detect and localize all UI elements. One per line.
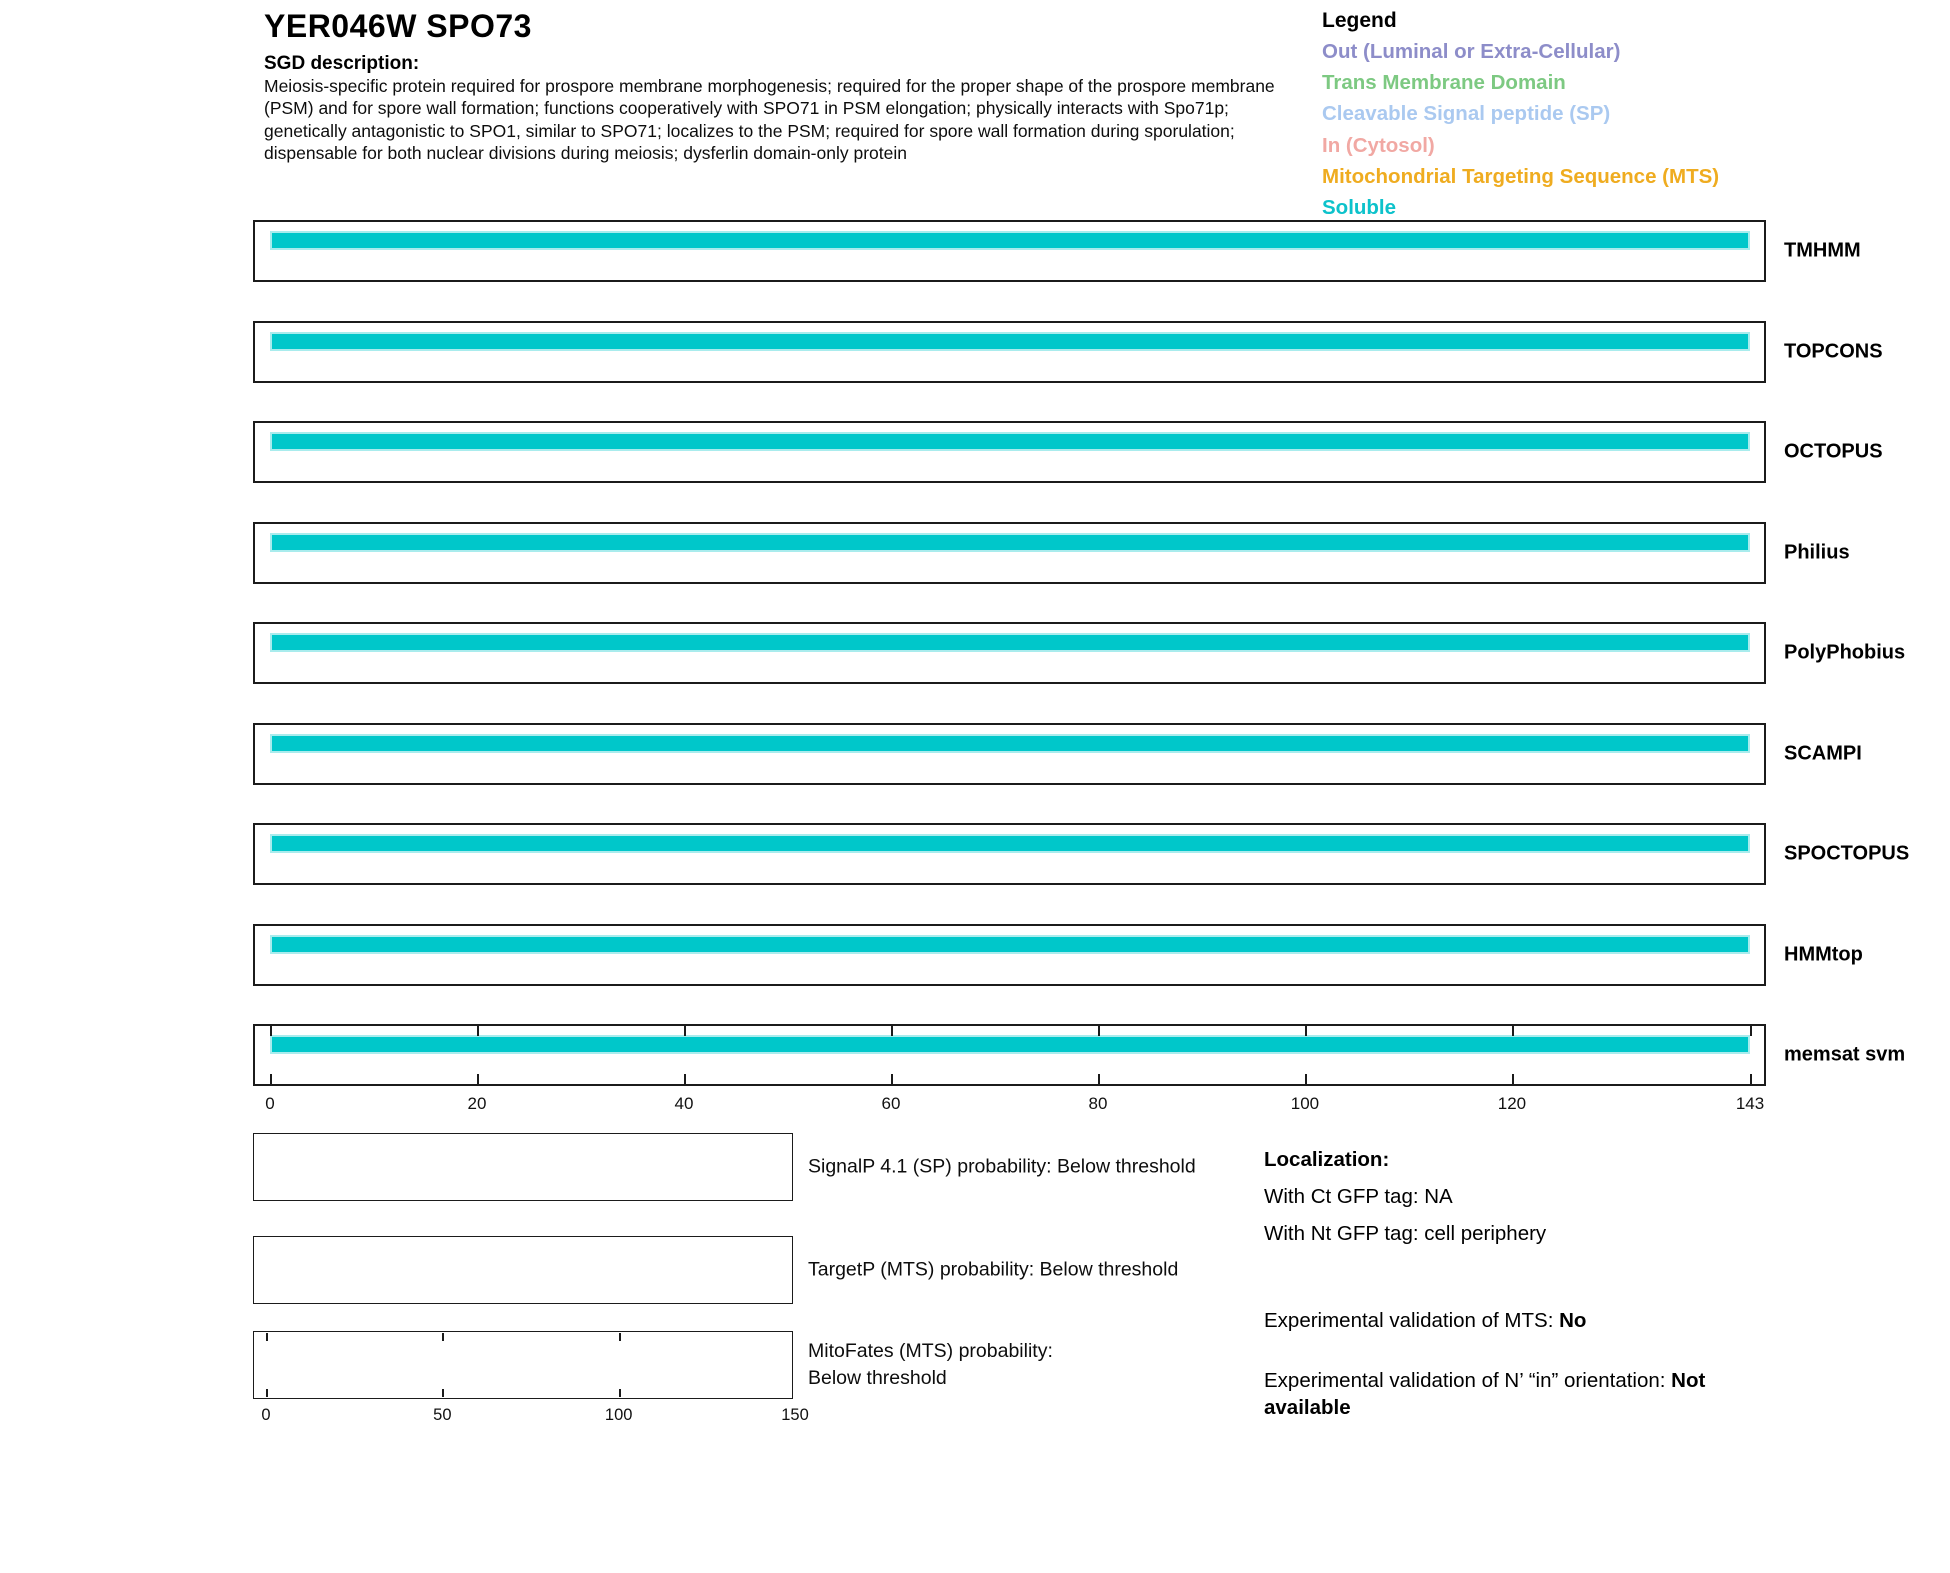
orientation-validation-value: Not available: [1264, 1369, 1706, 1419]
probability-label-signalp: SignalP 4.1 (SP) probability: Below threshold: [808, 1155, 1196, 1178]
legend-title: Legend: [1322, 9, 1397, 32]
memsat-tick-bottom: [1512, 1074, 1514, 1084]
memsat-tick-top: [684, 1026, 686, 1036]
track-bar-soluble: [270, 834, 1750, 853]
memsat-tick-bottom: [1305, 1074, 1307, 1084]
orientation-validation-prefix: Experimental validation of N’ “in” orientation:: [1264, 1369, 1672, 1392]
residue-axis-tick-label: 120: [1497, 1094, 1527, 1113]
memsat-tick-bottom: [1098, 1074, 1100, 1084]
residue-axis-tick-label: 40: [674, 1094, 694, 1113]
mts-validation-prefix: Experimental validation of MTS:: [1264, 1309, 1560, 1332]
track-box: [253, 421, 1766, 483]
memsat-tick-bottom: [891, 1074, 893, 1084]
track-box: [253, 220, 1766, 282]
track-box: [253, 321, 1766, 383]
memsat-tick-bottom: [1750, 1074, 1752, 1084]
probability-tick-top: [266, 1333, 268, 1341]
memsat-tick-bottom: [684, 1074, 686, 1084]
track-bar-soluble: [270, 734, 1750, 753]
memsat-tick-top: [1098, 1026, 1100, 1036]
memsat-tick-top: [1512, 1026, 1514, 1036]
track-bar-soluble: [270, 533, 1750, 552]
orientation-validation-line: [1264, 1367, 1760, 1421]
probability-axis-tick-label: 150: [781, 1406, 809, 1424]
probability-box-signalp: [253, 1133, 793, 1201]
probability-tick-top: [619, 1333, 621, 1341]
track-box: [253, 522, 1766, 584]
page-title: YER046W SPO73: [264, 8, 532, 44]
residue-axis-tick-label: 0: [265, 1094, 275, 1113]
probability-axis-tick-label: 100: [604, 1406, 633, 1424]
track-bar-soluble: [270, 935, 1750, 954]
memsat-tick-top: [1750, 1026, 1752, 1036]
track-bar-soluble: [270, 432, 1750, 451]
memsat-tick-bottom: [477, 1074, 479, 1084]
probability-box-mitofates: [253, 1331, 793, 1399]
probability-tick-bottom: [619, 1389, 621, 1397]
track-label: OCTOPUS: [1784, 440, 1883, 463]
sgd-description-label: SGD description:: [264, 53, 420, 74]
legend-item: Cleavable Signal peptide (SP): [1322, 102, 1611, 126]
memsat-tick-top: [1305, 1026, 1307, 1036]
legend-item: Soluble: [1322, 196, 1397, 220]
legend-item: Mitochondrial Targeting Sequence (MTS): [1322, 164, 1720, 188]
memsat-tick-top: [891, 1026, 893, 1036]
track-label: PolyPhobius: [1784, 641, 1906, 664]
ct-gfp-line: With Ct GFP tag: NA: [1264, 1185, 1453, 1208]
probability-axis-tick-label: 50: [433, 1406, 452, 1424]
probability-axis-tick-label: 0: [261, 1406, 271, 1424]
track-bar-soluble: [270, 633, 1750, 652]
residue-axis-tick-label: 20: [467, 1094, 487, 1113]
track-box: [253, 1024, 1766, 1086]
track-box: [253, 723, 1766, 785]
track-label: TMHMM: [1784, 239, 1861, 262]
legend-item: Out (Luminal or Extra-Cellular): [1322, 40, 1621, 63]
probability-label-targetp: TargetP (MTS) probability: Below threshold: [808, 1258, 1179, 1281]
probability-box-targetp: [253, 1236, 793, 1304]
mts-validation-value: No: [1559, 1309, 1587, 1332]
memsat-tick-bottom: [270, 1074, 272, 1084]
track-label: HMMtop: [1784, 943, 1863, 966]
nt-gfp-line: With Nt GFP tag: cell periphery: [1264, 1222, 1547, 1245]
probability-label-mitofates: MitoFates (MTS) probability: Below threshold: [808, 1340, 1053, 1389]
track-box: [253, 622, 1766, 684]
track-label: Philius: [1784, 541, 1850, 564]
track-label: SCAMPI: [1784, 742, 1862, 765]
sgd-description-text: Meiosis-specific protein required for prospore membrane morphogenesis; required for the proper shape of the prospore membrane (PSM) and for spore wall formation; functions cooperatively with SPO71 in PSM elongation; physically interacts with Spo71p; genetically antagonistic to SPO1, similar to SPO71; localizes to the PSM; required for spore wall formation during sporulation; dispensable for both nuclear divisions during meiosis; dysferlin domain-only protein: [264, 76, 1275, 163]
track-box: [253, 823, 1766, 885]
track-box: [253, 924, 1766, 986]
residue-axis-tick-label: 60: [881, 1094, 901, 1113]
legend-item: In (Cytosol): [1322, 133, 1435, 157]
probability-tick-bottom: [266, 1389, 268, 1397]
probability-tick-top: [442, 1333, 444, 1341]
track-bar-soluble: [270, 231, 1750, 250]
memsat-tick-top: [270, 1026, 272, 1036]
localization-title: Localization:: [1264, 1148, 1390, 1171]
legend: [1322, 5, 1922, 223]
memsat-tick-top: [477, 1026, 479, 1036]
mts-validation-line: [1264, 1307, 1586, 1334]
track-bar-soluble: [270, 332, 1750, 351]
track-label: memsat svm: [1784, 1043, 1906, 1066]
probability-tick-bottom: [442, 1389, 444, 1397]
track-bar-soluble: [270, 1035, 1750, 1054]
residue-axis-tick-label: 80: [1088, 1094, 1108, 1113]
track-label: SPOCTOPUS: [1784, 842, 1910, 865]
track-label: TOPCONS: [1784, 340, 1883, 363]
residue-axis-tick-label: 100: [1290, 1094, 1320, 1113]
legend-item: Trans Membrane Domain: [1322, 71, 1566, 95]
residue-axis-tick-label: 143: [1735, 1094, 1765, 1113]
